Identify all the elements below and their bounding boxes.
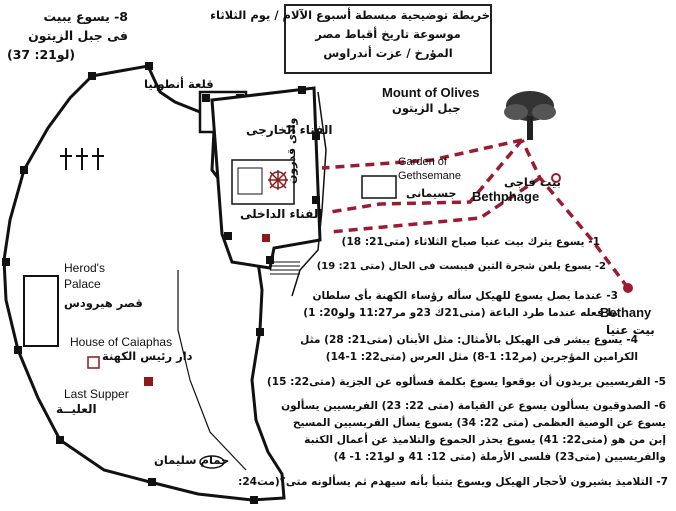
label-mount-olives-ar: جبل الزيتون (392, 101, 461, 115)
label-siloam-pool: حمام سليمان (154, 453, 230, 467)
label-gethsemane-ar: جسيمانى (406, 187, 457, 200)
label-herods-palace-2: Palace (64, 277, 101, 291)
label-last-supper-en: Last Supper (64, 387, 129, 401)
event-3-line-2: ما فعله عندما طرد الباعة (متى21ك 23و مر11:27 ولو20: 1) (303, 307, 618, 319)
label-herods-palace-ar: قصر هيرودس (64, 296, 143, 310)
label-caiaphas-ar: دار رئيس الكهنة (102, 349, 193, 363)
inner-wall (178, 270, 246, 470)
event-4-line-1: 4- يسوع يبشر فى الهيكل بالأمثال: مثل الأبنان (متى21: 28) مثل (300, 334, 638, 346)
label-caiaphas-en: House of Caiaphas (70, 335, 173, 349)
title-line-3: المؤرخ / عزت أندراوس (323, 46, 453, 60)
label-last-supper-ar: العليــة (56, 402, 97, 416)
cross-icons (60, 148, 104, 170)
label-bethphage-en: Bethphage (472, 189, 540, 204)
label-antonia: قلعة أنطونيا (144, 77, 214, 91)
event-6-line-2: يسوع عن الوصية العظمى (متى 22: 34) يسوع يسأل الفريسيين المسيح (292, 417, 666, 429)
label-gethsemane-en-1: Garden of (398, 156, 447, 168)
event-6-line-1: 6- الصدوقيون يسألون يسوع عن القيامة (متى 22: 23) الفريسيين يسألون (281, 400, 666, 412)
label-bethany-en: Bethany (600, 305, 652, 320)
title-line-2: موسوعة تاريخ أقباط مصر (315, 27, 461, 41)
event-8-line-3: (لو21: 37) (7, 47, 76, 62)
label-bethphage-ar: بيت فاجى (504, 175, 561, 189)
last-supper-marker (144, 377, 153, 386)
label-outer-court: الفناء الخارجى (246, 123, 333, 137)
event-6-line-3: إبن من هو (متى22: 41) يسوع يحذر الجموع والتلاميذ عن أعمال الكتبة (304, 434, 666, 446)
label-mount-olives-en: Mount of Olives (382, 85, 480, 100)
temple-steps (270, 262, 300, 274)
event-6-line-4: والفريسيين (متى23) فلسى الأرملة (متى 12: 41 و لو21: 1- 4) (333, 451, 666, 463)
label-gethsemane-en-2: Gethsemane (398, 170, 461, 182)
event-4-line-2: الكرامين المؤجرين (مر12: 1-8) مثل العرس (متى22: 1-14) (325, 351, 638, 363)
gethsemane-garden (362, 176, 396, 198)
event-2: 2- يسوع يلعن شجرة التين فيبست فى الحال (متى 21: 19) (316, 261, 606, 272)
event-1: 1- يسوع يترك بيت عنيا صباح الثلاثاء (متى21: 18) (341, 236, 600, 248)
label-inner-court: الفناء الداخلى (240, 207, 323, 221)
event-5: 5- الفريسيين يريدون أن يوقعوا يسوع بكلمة فسألوه عن الجزية (متى22: 15) (266, 376, 666, 388)
caiaphas-marker (88, 357, 99, 368)
bethany-marker (623, 283, 633, 293)
olive-tree-icon (504, 91, 556, 140)
event-8-line-2: فى جبل الزيتون (28, 28, 128, 43)
label-kidron-valley: وادى قدرون (285, 117, 298, 184)
label-bethany-ar: بيت عنيا (606, 323, 655, 337)
herods-palace-outline (24, 276, 58, 346)
label-herods-palace-1: Herod's (64, 261, 105, 275)
title-line-1: خريطة توضيحية مبسطة أسبوع الآلام / يوم الثلاثاء (210, 8, 490, 22)
event-7: 7- التلاميذ يشيرون لأحجار الهيكل ويسوع يتنبأ بأنه سيهدم ثم يسألونه متى؟(مت24: (238, 476, 668, 488)
event-3-line-1: 3- عندما يصل يسوع للهيكل سأله رؤساء الكهنة بأى سلطان (312, 290, 618, 302)
title-box (210, 4, 492, 74)
event-8-line-1: 8- يسوع يبيت (43, 9, 128, 24)
